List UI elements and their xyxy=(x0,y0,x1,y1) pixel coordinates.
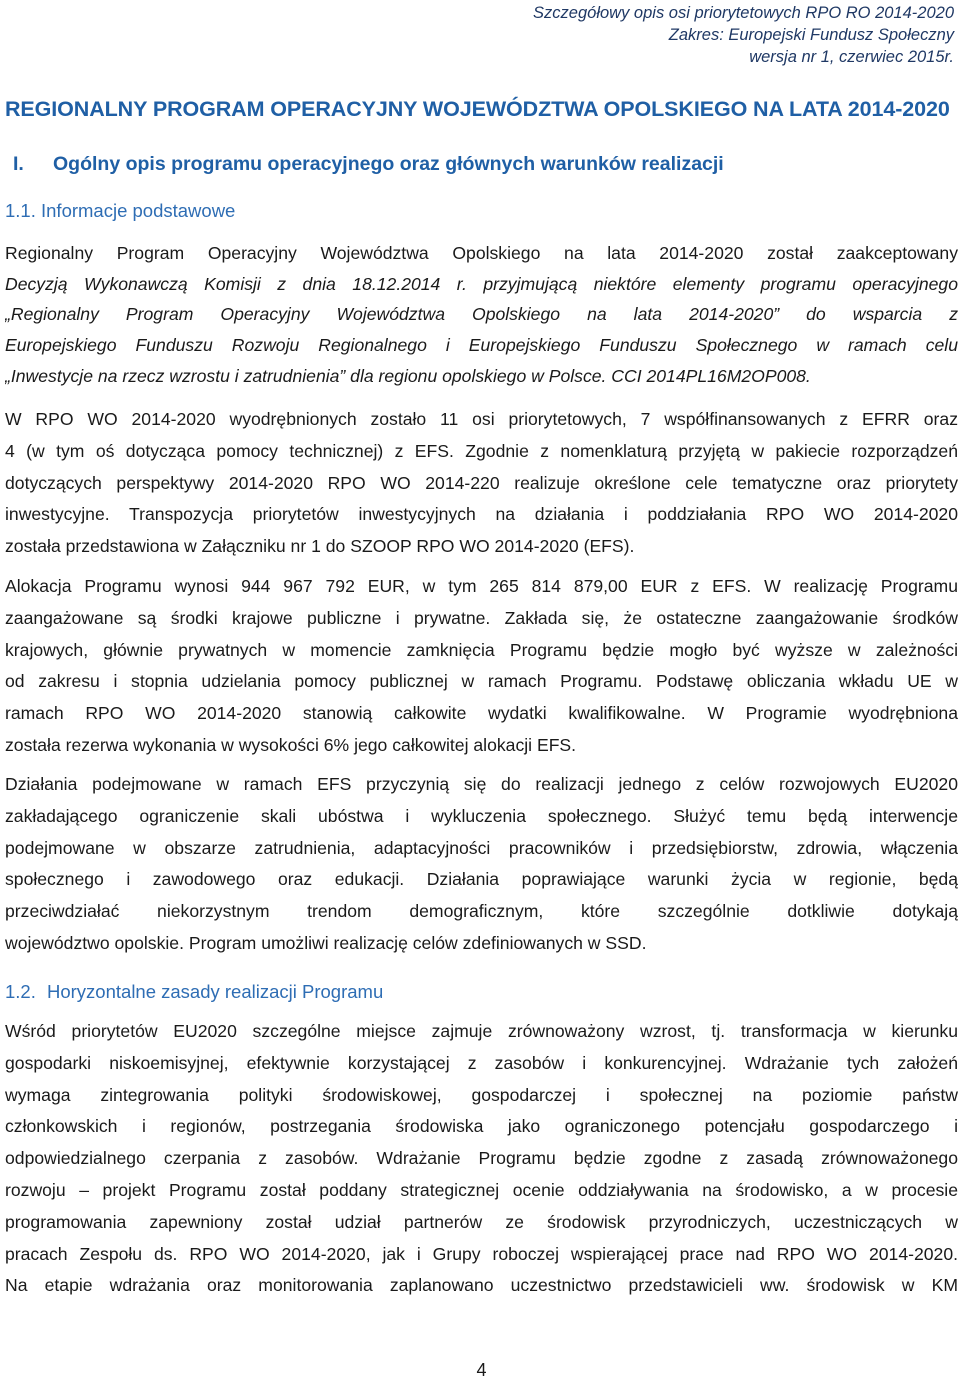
paragraph-line: Decyzją Wykonawczą Komisji z dnia 18.12.2014 r. przyjmującą niektóre elementy programu operacyjnego xyxy=(5,273,958,294)
body-paragraph xyxy=(5,1016,958,1302)
subsection-heading xyxy=(5,981,383,1003)
paragraph-line: Regionalny Program Operacyjny Województwa Opolskiego na lata 2014-2020 został zaakceptowany xyxy=(5,243,958,263)
paragraph-line: wymaga zintegrowania polityki środowiskowej, gospodarczej i społecznej na poziomie państw xyxy=(5,1084,958,1105)
paragraph-line: zakładającego ograniczenie skali ubóstwa i wykluczenia społecznego. Służyć temu będą interwencje xyxy=(5,805,958,826)
intro-paragraph xyxy=(5,238,958,392)
paragraph-line: programowania zapewniony został udział partnerów ze środowisk przyrodniczych, uczestniczących w xyxy=(5,1211,958,1232)
paragraph-line: ramach RPO WO 2014-2020 stanowią całkowite wydatki kwalifikowalne. W Programie wyodrębniona xyxy=(5,703,958,724)
paragraph-line: społecznego i zawodowego oraz edukacji. Działania poprawiające warunki życia w regionie, będą xyxy=(5,869,958,890)
subsection-number: 1.2. xyxy=(5,981,36,1002)
header-line: Szczegółowy opis osi priorytetowych RPO RO 2014-2020 xyxy=(533,4,954,22)
paragraph-line: została przedstawiona w Załączniku nr 1 do SZOOP RPO WO 2014-2020 (EFS). xyxy=(5,536,635,557)
paragraph-line: Europejskiego Funduszu Rozwoju Regionalnego i Europejskiego Funduszu Społecznego w ramach celu xyxy=(5,335,958,356)
subsection-title-text: Horyzontalne zasady realizacji Programu xyxy=(47,981,384,1002)
paragraph-line: zaangażowane są środki krajowe publiczne i prywatne. Zakłada się, że ostateczne zaangażowanie środków xyxy=(5,607,958,628)
body-paragraph xyxy=(5,769,958,960)
paragraph-line: inwestycyjne. Transpozycja priorytetów inwestycyjnych na działania i poddziałania RPO WO 2014-2020 xyxy=(5,504,958,525)
running-header xyxy=(533,2,954,68)
paragraph-line: Alokacja Programu wynosi 944 967 792 EUR, w tym 265 814 879,00 EUR z EFS. W realizację Programu xyxy=(5,576,958,596)
paragraph-line: krajowych, głównie prywatnych w momencie zamknięcia Programu będzie mogło być wyższe w zależności xyxy=(5,639,958,660)
paragraph-line: W RPO WO 2014-2020 wyodrębnionych zostało 11 osi priorytetowych, 7 współfinansowanych z EFRR oraz xyxy=(5,409,958,429)
document-title: REGIONALNY PROGRAM OPERACYJNY WOJEWÓDZTWA OPOLSKIEGO NA LATA 2014-2020 xyxy=(5,97,950,121)
paragraph-line: przeciwdziałać niekorzystnym trendom demograficznym, które szczególnie dotkliwie dotykają xyxy=(5,901,958,922)
paragraph-line: „Regionalny Program Operacyjny Województwa Opolskiego na lata 2014-2020” do wsparcia z xyxy=(5,304,958,325)
paragraph-line: rozwoju – projekt Programu został poddany strategicznej ocenie oddziaływania na środowisko, a w procesie xyxy=(5,1179,958,1200)
paragraph-line: odpowiedzialnego czerpania z zasobów. Wdrażanie Programu będzie zgodne z zasadą zrównoważonego xyxy=(5,1148,958,1169)
paragraph-line: Na etapie wdrażania oraz monitorowania zaplanowano uczestnictwo przedstawicieli ww. środowisk w KM xyxy=(5,1275,958,1296)
paragraph-line: podejmowane w obszarze zatrudnienia, adaptacyjności pracowników i przedsiębiorstw, zdrowia, włączenia xyxy=(5,837,958,858)
section-title-text: Ogólny opis programu operacyjnego oraz głównych warunków realizacji xyxy=(53,153,724,175)
paragraph-line: pracach Zespołu ds. RPO WO 2014-2020, jak i Grupy roboczej wspierającej prace nad RPO WO 2014-2020. xyxy=(5,1243,958,1264)
paragraph-line: „Inwestycje na rzecz wzrostu i zatrudnienia” dla regionu opolskiego w Polsce. CCI 2014PL16M2OP008. xyxy=(5,365,811,386)
section-number: I. xyxy=(13,153,24,175)
subsection-title-text: Informacje podstawowe xyxy=(41,200,236,221)
paragraph-line: członkowskich i regionów, postrzegania środowiska jako ograniczonego potencjału gospodarczego i xyxy=(5,1116,958,1137)
paragraph-line: 4 (w tym oś dotycząca pomocy technicznej) z EFS. Zgodnie z nomenklaturą przyjętą w pakiecie rozporządzeń xyxy=(5,440,958,461)
paragraph-line: Wśród priorytetów EU2020 szczególne miejsce zajmuje zrównoważony wzrost, tj. transformacja w kierunku xyxy=(5,1021,958,1041)
subsection-number: 1.1. xyxy=(5,200,36,221)
paragraph-line: od zakresu i stopnia udzielania pomocy publicznej w ramach Programu. Podstawę obliczania wkładu UE w xyxy=(5,671,958,692)
subsection-heading xyxy=(5,200,235,222)
section-heading xyxy=(13,153,724,176)
body-paragraph xyxy=(5,404,958,563)
page-number: 4 xyxy=(476,1360,487,1380)
paragraph-line: dotyczących perspektywy 2014-2020 RPO WO 2014-220 realizuje określone cele tematyczne oraz priorytety xyxy=(5,472,958,493)
paragraph-line: Działania podejmowane w ramach EFS przyczynią się do realizacji jednego z celów rozwojowych EU2020 xyxy=(5,774,958,794)
document-page xyxy=(5,0,958,1384)
header-line: wersja nr 1, czerwiec 2015r. xyxy=(749,48,954,66)
body-paragraph xyxy=(5,571,958,762)
paragraph-line: gospodarki niskoemisyjnej, efektywnie korzystającej z zasobów i konkurencyjnej. Wdrażanie tych założeń xyxy=(5,1052,958,1073)
header-line: Zakres: Europejski Fundusz Społeczny xyxy=(668,26,954,44)
paragraph-line: została rezerwa wykonania w wysokości 6% jego całkowitej alokacji EFS. xyxy=(5,734,577,755)
paragraph-line: województwo opolskie. Program umożliwi realizację celów zdefiniowanych w SSD. xyxy=(5,932,647,953)
